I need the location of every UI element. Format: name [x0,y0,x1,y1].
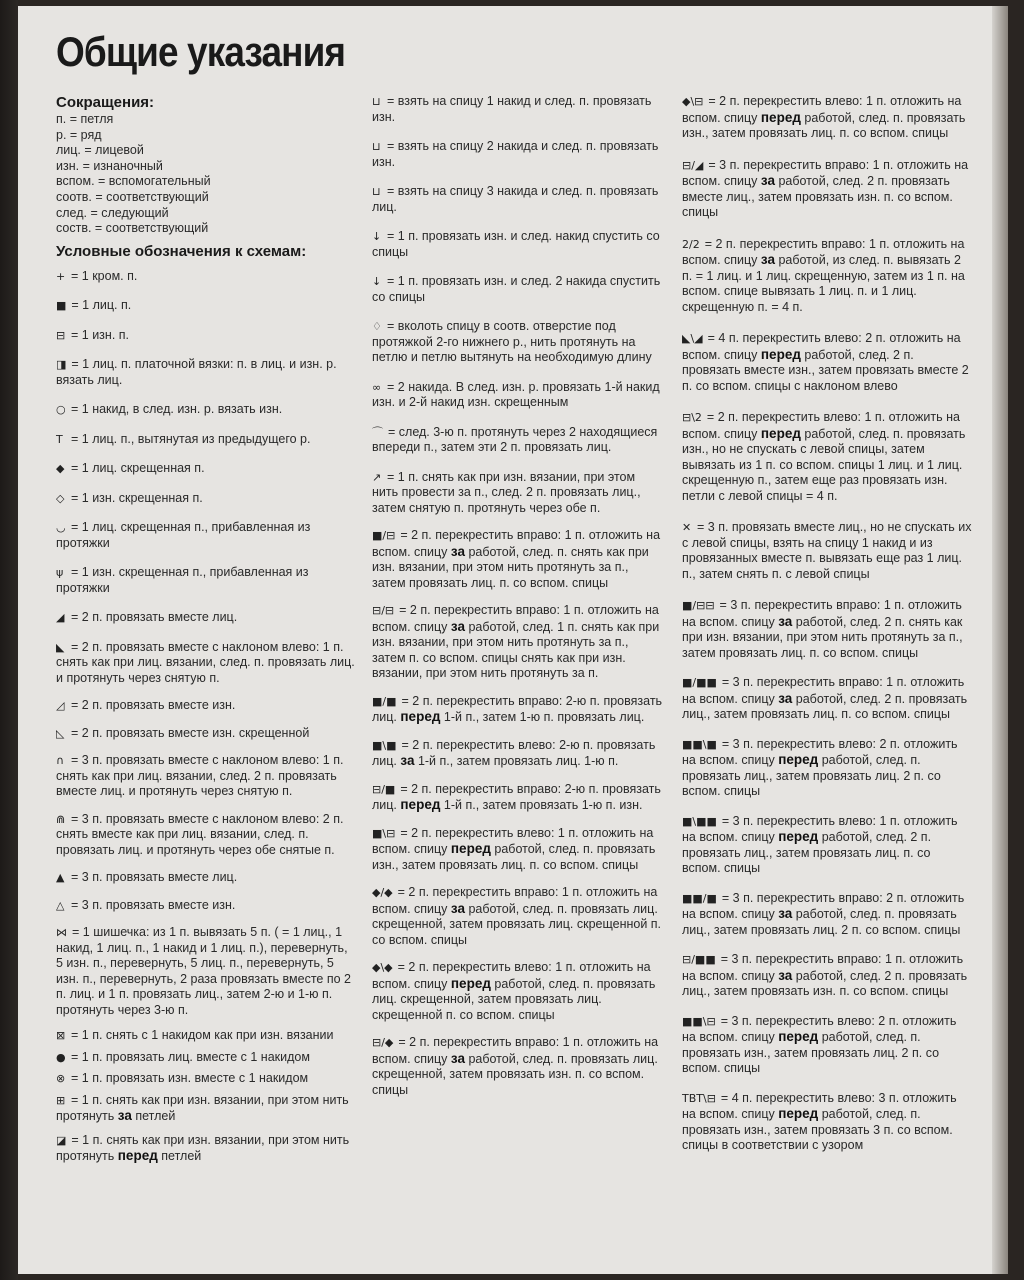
symbol-icon: ⊟/◆ [372,1036,394,1049]
entry-text-tail: работой, из след. п. вывязать 2 п. = 1 лиц. и 1 лиц. скрещенную, затем из 1 п. на вспом. спице вывязать 1 лиц. п. и 1 лиц. скрещенную п. = 4 п. [682,253,965,314]
symbol-icon: ○ [56,403,66,417]
entry-text: = 1 изн. п. [71,327,130,342]
entry-emphasis: за [778,967,793,983]
symbol-icon: ⊗ [56,1072,66,1086]
legend-entry [372,184,664,215]
entry-text: = 3 п. перекрестить влево: 2 п. отложить на вспом. спицу [682,736,958,767]
legend-entry [56,432,356,448]
entry-text: = 3 п. провязать вместе с наклоном влево: 1 п. снять как при лиц. вязании, след. 2 п. провязать вместе лиц. и протянуть через снятую п. [56,753,344,799]
legend-entry [372,782,664,814]
symbol-icon: ⊞ [56,1093,66,1107]
entry-emphasis: за [400,753,415,768]
entry-text-tail: работой, след. 2 п. провязать вместе лиц., затем провязать изн. п. со вспом. спицы [682,174,953,219]
binding-shadow [0,0,18,1280]
entry-text: = 3 п. перекрестить вправо: 1 п. отложить на вспом. спицу [682,598,962,629]
entry-emphasis: за [760,173,775,188]
entry-text: = вколоть спицу в соотв. отверстие под протяжкой 2-го нижнего р., нить протянуть на петлю и петлю вытянуть на необходимую длину [372,319,652,364]
legend-entry [372,470,664,517]
legend-entry [372,960,664,1023]
entry-text: = 2 п. перекрестить влево: 1 п. отложить на вспом. спицу [682,94,962,125]
legend-entry [56,328,356,344]
symbol-icon: ■/■■ [682,676,717,689]
entry-text-tail: 1-й п., затем 1-ю п. провязать лиц. [443,710,645,724]
entry-text: = 3 п. перекрестить влево: 1 п. отложить на вспом. спицу [682,813,958,844]
legend-entry [372,738,664,770]
symbol-icon: ↓ [372,275,382,288]
entry-emphasis: перед [450,841,491,856]
entry-emphasis: за [117,1108,132,1124]
entry-text: = 1 п. снять как при изн. вязании, при этом нить протянуть [56,1132,350,1164]
entry-text: = взять на спицу 2 накида и след. п. провязать изн. [372,139,659,169]
entry-text-tail: петлей [161,1149,202,1164]
entry-emphasis: за [450,1050,465,1066]
symbol-icon: ◆\◆ [372,961,393,974]
entry-text-tail: работой, след. 2 п. провязать лиц., затем провязать изн. п. со вспом. спицы [682,968,968,998]
legend-entry [372,94,664,125]
entry-text-tail: работой, след. 2 п. провязать вместе изн., затем провязать вместе 2 п. со вспом. спицы с наклоном влево [682,347,969,393]
legend-entry [372,694,664,726]
entry-text: = 2 п. перекрестить вправо: 1 п. отложить на вспом. спицу [372,1035,659,1066]
symbol-icon: ◿ [56,699,65,713]
legend-entry [682,814,972,877]
legend-entry [682,891,972,939]
entry-text: = 2 п. перекрестить вправо: 2-ю п. провязать лиц. [372,693,663,724]
symbol-icon: ⊟/■ [372,782,396,796]
entry-text: = 1 п. провязать изн. и след. накид спустить со спицы [372,229,660,259]
entry-text: = 1 лиц. п., вытянутая из предыдущего р. [71,431,311,446]
entry-text: = 2 п. провязать вместе лиц. [71,610,238,625]
symbol-icon: ⊠ [56,1029,66,1043]
entry-text: = 3 п. перекрестить вправо: 1 п. отложить на вспом. спицу [682,157,969,188]
entry-text: = 2 п. перекрестить влево: 1 п. отложить на вспом. спицу [372,825,654,856]
symbol-icon: ⋒ [56,812,66,826]
entry-text: = 1 п. провязать изн. вместе с 1 накидом [71,1071,309,1086]
entry-text: = 1 п. снять как при изн. вязании, при этом нить провести за п., след. 2 п. провязать лиц., затем снятую п. протянуть через обе п. [372,469,641,515]
entry-text: = 1 шишечка: из 1 п. вывязать 5 п. ( = 1 лиц., 1 накид, 1 лиц. п., 1 накид и 1 лиц. п.), перевернуть, 5 изн. п., перевернуть, 5 лиц. п., перевернуть, 5 изн. п., перевернуть, 2 раза провязать вместе по 2 п. лиц. и 1 п. провязать лиц., затем 2-ю и 1-ю п. протянуть через 3-ю п. [56,925,351,1017]
entry-text-tail: работой, след. п. провязать изн., затем провязать лиц. п. со вспом. спицы [372,842,656,872]
abbreviation: изн. = изнаночный [56,158,163,173]
entry-text-tail: 1-й п., затем провязать 1-ю п. изн. [443,798,643,812]
entry-emphasis: перед [117,1148,158,1164]
legend-entry [56,1071,356,1087]
entry-text: = 3 п. провязать вместе с наклоном влево: 2 п. снять вместе как при лиц. вязании, след. п. провязать лиц. и протянуть через обе снятые п. [56,811,344,857]
symbol-icon: ■\■■ [682,814,717,828]
entry-emphasis: за [760,252,775,267]
legend-entry [56,1093,356,1125]
legend-entry [682,158,972,221]
entry-text-tail: работой, след. п. снять как при изн. вязании, при этом нить протянуть за п., затем провязать лиц. п. со вспом. спицы [372,544,649,590]
entry-text: = взять на спицу 1 накид и след. п. провязать изн. [372,94,652,124]
legend-entry [56,461,356,477]
symbol-icon: ◆\⊟ [682,95,704,108]
entry-text: = 1 лиц. скрещенная п. [71,461,205,476]
legend-entry [56,610,356,626]
abbreviation: лиц. = лицевой [56,143,144,158]
entry-text: = 2 п. перекрестить вправо: 2-ю п. провязать лиц. [372,781,661,812]
symbol-icon: ↓ [372,230,382,243]
abbreviation: р. = ряд [56,127,102,142]
entry-emphasis: перед [778,752,819,767]
symbol-icon: ⊟ [56,328,66,342]
legend-entry [56,402,356,418]
symbol-icon: ⊔ [372,140,381,153]
entry-emphasis: перед [400,797,441,812]
symbol-icon: ■■\⊟ [682,1014,716,1028]
symbol-icon: T [56,432,63,446]
symbol-icon: ◇ [56,491,65,505]
legend-entry [56,491,356,507]
entry-text: = 1 лиц. п. платочной вязки: п. в лиц. и изн. р. вязать лиц. [56,357,337,387]
symbols-heading: Условные обозначения к схемам: [56,242,307,260]
entry-text-tail: работой, след. п. провязать изн., но не спускать с левой спицы, затем вывязать из 1 п. со вспом. спицы 1 лиц. и 1 лиц. скрещенную п., затем еще раз провязать изн. петли с левой спицы = 4 п. [682,426,966,503]
legend-entry [56,698,356,714]
entry-emphasis: за [450,900,465,916]
entry-text: = 2 п. перекрестить вправо: 1 п. отложить на вспом. спицу [372,603,659,634]
legend-entry [372,425,664,456]
abbreviation: вспом. = вспомогательный [56,174,211,189]
legend-entry [682,1091,972,1154]
symbol-icon: ⊔ [372,95,381,108]
entry-text: = 2 накида. В след. изн. р. провязать 1-й накид изн. и 2-й накид изн. скрещенным [372,379,660,409]
abbreviation: соотв. = соответствующий [56,189,209,204]
entry-text-tail: работой, след. 2 п. провязать лиц., затем провязать лиц. п. со вспом. спицы [682,691,968,721]
symbol-icon: ▲ [56,871,65,885]
entry-text: = 3 п. провязать вместе лиц., но не спускать их с левой спицы, взять на спицу 1 накид и из провязанных вместе п. вывязать еще раз 1 лиц. п., затем снять п. с левой спицы [682,520,972,581]
entry-text: = 1 лиц. скрещенная п., прибавленная из протяжки [56,520,311,550]
legend-entry [56,726,356,742]
entry-text: = 2 п. провязать вместе изн. скрещенной [71,725,310,740]
legend-entry [56,925,356,1018]
legend-entry [56,565,356,596]
symbol-icon: TBT\⊟ [682,1091,716,1105]
entry-text: = 3 п. перекрестить вправо: 2 п. отложить на вспом. спицу [682,890,965,921]
symbol-icon: ■/⊟ [372,529,396,542]
symbol-icon: + [56,269,66,283]
symbol-icon: ◨ [56,358,67,372]
legend-entry [682,410,972,504]
entry-text: = 3 п. провязать вместе изн. [71,897,236,912]
entry-emphasis: перед [760,346,801,362]
symbol-icon: ⊟/◢ [682,158,704,172]
entry-text: = 2 п. перекрестить влево: 2-ю п. провязать лиц. [372,737,656,768]
symbol-icon: ◣ [56,640,65,654]
legend-entry [56,298,356,314]
entry-text: = 2 п. перекрестить вправо: 1 п. отложить на вспом. спицу [372,885,658,916]
legend-entry [372,319,664,366]
symbol-icon: ↗ [372,470,382,484]
entry-text: = 2 п. перекрестить влево: 1 п. отложить на вспом. спицу [682,410,960,441]
legend-entry [56,640,356,687]
abbreviation: соств. = соответствующий [56,221,209,236]
column-3 [682,94,972,1168]
legend-entry [56,520,356,551]
entry-text: = 1 кром. п. [71,268,138,283]
symbol-icon: ■\⊟ [372,826,396,840]
legend-entry [682,737,972,800]
symbol-icon: ψ [56,566,64,580]
symbol-icon: ■■\■ [682,737,717,751]
entry-text-tail: петлей [135,1109,176,1124]
entry-emphasis: перед [778,1106,819,1121]
entry-text: = 3 п. провязать вместе лиц. [71,870,238,885]
entry-emphasis: перед [760,109,801,125]
legend-entry [682,520,972,582]
entry-text-tail: работой, след. 2 п. провязать лиц., затем провязать лиц. п. со вспом. спицы [682,830,932,875]
symbol-icon: ✕ [682,521,692,534]
legend-entry [372,528,664,591]
symbol-icon: ◪ [56,1133,67,1147]
legend-entry [56,870,356,886]
entry-text: = след. 3-ю п. протянуть через 2 находящиеся впереди п., затем эти 2 п. провязать лиц. [372,424,658,454]
legend-entry [682,952,972,1000]
symbol-icon: ◆ [56,462,65,476]
symbol-icon: ◢ [56,611,65,625]
legend-entry [372,885,664,948]
entry-emphasis: за [778,906,793,921]
entry-emphasis: перед [778,829,819,844]
entry-text: = 1 п. провязать лиц. вместе с 1 накидом [71,1049,310,1064]
entry-text: = 2 п. перекрестить влево: 1 п. отложить на вспом. спицу [372,960,651,991]
entry-text-tail: 1-й п., затем провязать лиц. 1-ю п. [417,754,619,768]
page [18,6,1008,1274]
abbreviation: п. = петля [56,112,114,126]
entry-text: = 1 лиц. п. [71,298,132,313]
page-edge [992,6,1008,1274]
entry-emphasis: за [778,690,793,706]
symbol-icon: ● [56,1050,66,1064]
symbol-icon: ⊟/⊟ [372,604,395,617]
entry-text: = 4 п. перекрестить влево: 2 п. отложить на вспом. спицу [682,331,961,362]
symbol-icon: ◺ [56,726,65,740]
symbol-icon: ■/■ [372,694,397,708]
entry-text-tail: работой, след. п. провязать лиц. скрещенной, затем провязать изн. п. со вспом. спицы [372,1051,658,1097]
entry-text-tail: работой, след. п. провязать лиц. скрещенной, затем провязать лиц. скрещенной п. со вспом. спицы [372,976,656,1022]
entry-emphasis: за [778,613,793,629]
symbol-icon: ⊔ [372,185,381,198]
legend-entry [682,94,972,142]
entry-text-tail: работой, след. 2 п. снять как при изн. вязании, при этом нить протянуть за п., затем провязать лиц. п. со вспом. спицы [682,614,963,660]
legend-entry [372,139,664,170]
entry-text: = 2 п. перекрестить вправо: 1 п. отложить на вспом. спицу [682,236,965,267]
entry-text: = 1 п. снять как при изн. вязании, при этом нить протянуть [56,1092,349,1124]
entry-text: = 1 изн. скрещенная п. [71,490,203,505]
entry-text: = 1 п. снять с 1 накидом как при изн. вязании [71,1028,334,1043]
entry-text-tail: работой, след. п. провязать изн., затем провязать лиц. 2 п. со вспом. спицы [682,1030,940,1075]
symbol-icon: ∞ [372,380,382,394]
entry-text: = 2 п. провязать вместе изн. [71,698,236,713]
symbol-icon: ■/⊟⊟ [682,599,715,612]
abbreviation: след. = следующий [56,205,169,220]
column-1 [56,94,356,1173]
page-title: Общие указания [56,28,346,75]
legend-entry [682,598,972,661]
symbol-icon: ■■/■ [682,891,717,905]
entry-text: = 1 изн. скрещенная п., прибавленная из протяжки [56,565,309,595]
legend-entry [56,753,356,800]
legend-entry [56,357,356,388]
symbol-icon: ⋈ [56,926,67,940]
entry-text: = 4 п. перекрестить влево: 3 п. отложить на вспом. спицу [682,1090,957,1121]
entry-text: = 1 накид, в след. изн. р. вязать изн. [71,402,283,417]
legend-entry [372,380,664,411]
entry-text: = взять на спицу 3 накида и след. п. провязать лиц. [372,184,659,214]
entry-text-tail: работой, след. п. провязать изн., затем провязать лиц. п. со вспом. спицы [682,110,966,140]
legend-entry [372,826,664,874]
entry-text: = 3 п. перекрестить вправо: 1 п. отложить на вспом. спицу [682,952,964,983]
symbol-icon: ⌒ [372,425,383,439]
entry-text: = 2 п. перекрестить вправо: 1 п. отложить на вспом. спицу [372,528,661,559]
symbol-icon: 2/2 [682,237,700,251]
column-2 [372,94,664,1110]
symbol-icon: ■\■ [372,738,397,752]
legend-entry [372,274,664,305]
legend-entry [682,237,972,316]
legend-entry [372,603,664,682]
entry-text: = 2 п. провязать вместе с наклоном влево: 1 п. снять как при лиц. вязании, след. п. провязать лиц. и протянуть через снятую п. [56,639,355,685]
symbol-icon: ♢ [372,320,382,333]
entry-emphasis: перед [778,1029,819,1044]
symbol-icon: ⊟\2 [682,411,702,424]
legend-entry [56,898,356,914]
symbol-icon: ⊟/■■ [682,953,716,966]
legend-entry [56,812,356,859]
symbol-icon: ∩ [56,754,65,768]
symbol-icon: ◆/◆ [372,886,393,899]
entry-text-tail: работой, след. п. провязать изн., затем провязать 3 п. со вспом. спицы в соответствии с узором [682,1107,953,1152]
legend-entry [372,1035,664,1098]
symbol-icon: ■ [56,299,67,313]
entry-text-tail: работой, след. 1 п. снять как при изн. вязании, при этом нить протянуть за п., затем п. со вспом. спицы снять как при изн. вязании, при этом нить протянуть за п. [372,619,660,680]
symbol-icon: △ [56,898,65,912]
entry-emphasis: за [450,618,465,634]
entry-emphasis: перед [400,709,441,724]
symbol-icon: ◡ [56,521,66,535]
abbreviations-heading: Сокращения: [56,94,155,111]
entry-text: = 3 п. перекрестить вправо: 1 п. отложить на вспом. спицу [682,675,965,706]
legend-entry [682,1014,972,1077]
legend-entry [682,675,972,723]
symbol-icon: ◣\◢ [682,332,703,345]
entry-text-tail: работой, след. п. провязать лиц., затем провязать лиц. 2 п. со вспом. спицы [682,907,961,937]
entry-text-tail: работой, след. п. провязать лиц., затем провязать лиц. 2 п. со вспом. спицы [682,753,941,798]
legend-entry [56,1133,356,1165]
entry-text-tail: работой, след. п. провязать лиц. скрещенной, затем провязать лиц. скрещенной п. со вспом. спицы [372,901,662,947]
legend-entry [372,229,664,260]
entry-text: = 1 п. провязать изн. и след. 2 накида спустить со спицы [372,274,661,304]
legend-entry [682,331,972,394]
legend-entry [56,1028,356,1044]
entry-emphasis: за [450,543,465,559]
entry-emphasis: перед [450,975,491,991]
entry-emphasis: перед [760,425,801,441]
legend-entry [56,269,356,285]
entry-text: = 3 п. перекрестить влево: 2 п. отложить на вспом. спицу [682,1013,957,1044]
legend-entry [56,1050,356,1066]
